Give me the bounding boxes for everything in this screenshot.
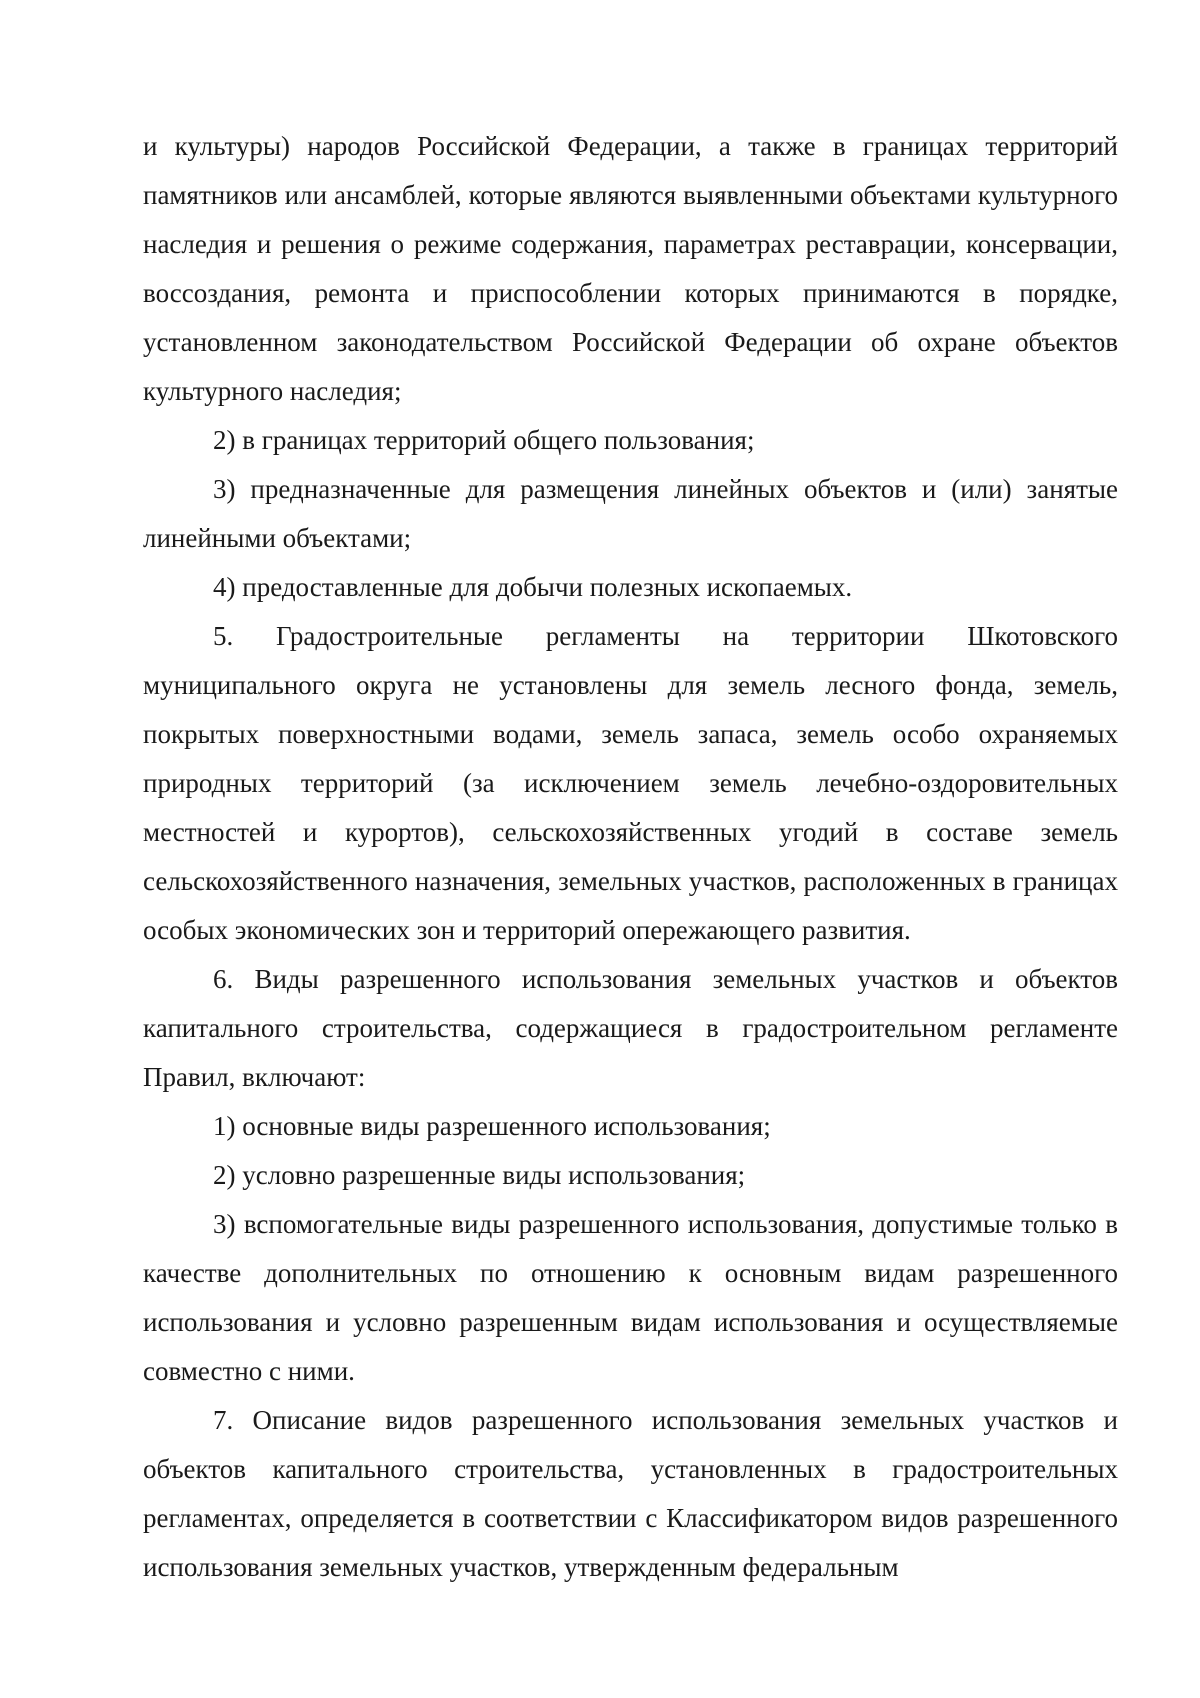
document-page xyxy=(143,122,1118,1592)
paragraph-subitem-3: 3) вспомогательные виды разрешенного использования, допустимые только в качестве дополнительных по отношению к основным видам разрешенного использования и условно разрешенным видам использования и осуществляемые совместно с ними. xyxy=(143,1209,1118,1386)
paragraph-item-3: 3) предназначенные для размещения линейных объектов и (или) занятые линейными объектами; xyxy=(143,474,1118,553)
paragraph-subitem-1: 1) основные виды разрешенного использования; xyxy=(213,1111,771,1141)
paragraph-subitem-2: 2) условно разрешенные виды использования; xyxy=(213,1160,746,1190)
paragraph-continuation: и культуры) народов Российской Федерации, а также в границах территорий памятников или ансамблей, которые являются выявленными объектами культурного наследия и решения о режиме содержания, параметрах реставрации, консервации, воссоздания, ремонта и приспособлении которых принимаются в порядке, установленном законодательством Российской Федерации об охране объектов культурного наследия; xyxy=(143,131,1118,406)
paragraph-item-2: 2) в границах территорий общего пользования; xyxy=(213,425,755,455)
paragraph-section-6: 6. Виды разрешенного использования земельных участков и объектов капитального строительства, содержащиеся в градостроительном регламенте Правил, включают: xyxy=(143,964,1118,1092)
paragraph-section-7: 7. Описание видов разрешенного использования земельных участков и объектов капитального строительства, установленных в градостроительных регламентах, определяется в соответствии с Классификатором видов разрешенного использования земельных участков, утвержденным федеральным xyxy=(143,1405,1118,1582)
paragraph-section-5: 5. Градостроительные регламенты на территории Шкотовского муниципального округа не установлены для земель лесного фонда, земель, покрытых поверхностными водами, земель запаса, земель особо охраняемых природных территорий (за исключением земель лечебно-оздоровительных местностей и курортов), сельскохозяйственных угодий в составе земель сельскохозяйственного назначения, земельных участков, расположенных в границах особых экономических зон и территорий опережающего развития. xyxy=(143,621,1118,945)
paragraph-item-4: 4) предоставленные для добычи полезных ископаемых. xyxy=(213,572,853,602)
